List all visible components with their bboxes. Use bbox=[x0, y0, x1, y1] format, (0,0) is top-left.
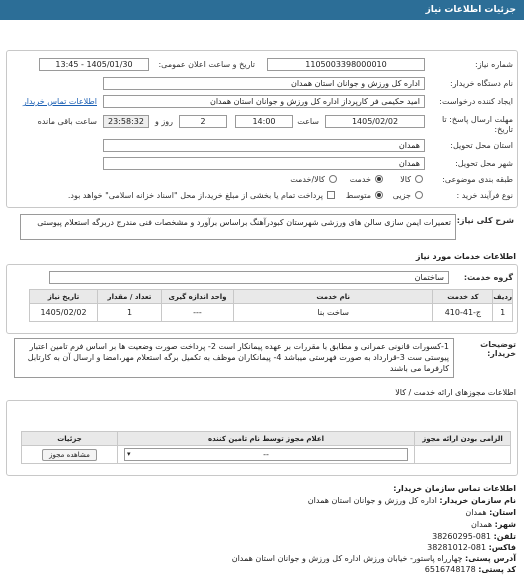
contact-section-title: اطلاعات تماس سازمان خریدار: bbox=[393, 484, 516, 493]
buyer-org-label: نام دستگاه خریدار: bbox=[450, 79, 513, 88]
table-row bbox=[22, 446, 511, 464]
col-code: کد خدمت bbox=[433, 290, 493, 304]
buyer-org-field[interactable]: اداره کل ورزش و جوانان استان همدان bbox=[103, 77, 425, 90]
col-permit: اعلام مجوز توسط نام تامین کننده bbox=[118, 432, 415, 446]
permits-panel bbox=[6, 400, 518, 476]
col-row: ردیف bbox=[493, 290, 513, 304]
permits-table bbox=[21, 431, 511, 464]
category-service-radio[interactable] bbox=[375, 175, 383, 183]
permits-section-title: اطلاعات مجوزهای ارائه خدمت / کالا bbox=[395, 388, 516, 397]
contact-address-line: آدرس پستی: چهارراه پاستور- خیابان ورزش اداره کل ورزش و جوانان استان همدان bbox=[231, 554, 516, 563]
col-name: نام خدمت bbox=[234, 290, 433, 304]
cell-qty: 1 bbox=[98, 304, 162, 322]
process-label: نوع فرآیند خرید : bbox=[456, 191, 513, 200]
service-group-label: گروه خدمت: bbox=[463, 273, 513, 282]
category-goods-service-radio[interactable] bbox=[329, 175, 337, 183]
cell-name: ساخت بنا bbox=[234, 304, 433, 322]
treasury-note: پرداخت تمام یا بخشی از مبلغ خرید،از محل "اسناد خزانه اسلامی" خواهد بود. bbox=[67, 191, 323, 200]
deadline-label: مهلت ارسال پاسخ: تا bbox=[441, 115, 513, 124]
permits-header-row bbox=[22, 432, 511, 446]
province-label: استان محل تحویل: bbox=[450, 141, 513, 150]
process-minor-radio[interactable] bbox=[415, 191, 423, 199]
need-number-field[interactable]: 1105003398000010 bbox=[267, 58, 425, 71]
deadline-date-field[interactable]: 1405/02/02 bbox=[325, 115, 425, 128]
summary-panel bbox=[6, 212, 518, 240]
category-label: طبقه بندی موضوعی: bbox=[442, 175, 513, 184]
buyer-contact-link[interactable]: اطلاعات تماس خریدار bbox=[22, 97, 97, 106]
remaining-time-field: 23:58:32 bbox=[103, 115, 149, 128]
days-field[interactable]: 2 bbox=[179, 115, 227, 128]
summary-label: شرح کلی نیاز: bbox=[456, 216, 514, 225]
city-field[interactable]: همدان bbox=[103, 157, 425, 170]
category-goods-label: کالا bbox=[400, 175, 411, 184]
buyer-notes-label: توضیحات خریدار: bbox=[480, 340, 516, 358]
deadline-time-field[interactable]: 14:00 bbox=[235, 115, 293, 128]
contact-phone-line: تلفن: 081-38260295 bbox=[432, 532, 516, 541]
summary-text: تعمیرات ایمن سازی سالن های ورزشی شهرستان کبودرآهنگ براساس برآورد و مشخصات فنی مندرج دربرگه استعلام پیوستی bbox=[20, 214, 456, 240]
deadline-date-label: تاریخ: bbox=[494, 125, 513, 134]
process-minor-label: جزیی bbox=[392, 191, 411, 200]
remaining-label: ساعت باقی مانده bbox=[37, 117, 97, 126]
cell-unit: --- bbox=[162, 304, 234, 322]
days-label: روز و bbox=[155, 117, 173, 126]
cell-permit bbox=[118, 446, 415, 464]
contact-org-line: نام سازمان خریدار: اداره کل ورزش و جوانان استان همدان bbox=[307, 496, 516, 505]
deadline-time-label: ساعت bbox=[297, 117, 319, 126]
category-goods-service-label: کالا/خدمت bbox=[290, 175, 325, 184]
col-unit: واحد اندازه گیری bbox=[162, 290, 234, 304]
service-group-field[interactable]: ساختمان bbox=[49, 271, 449, 284]
services-section-title: اطلاعات خدمات مورد نیاز bbox=[415, 252, 516, 261]
buyer-notes-text: 1-کسورات قانونی عمرانی و مطابق با مقررات بر عهده پیمانکار است 2- پرداخت صورت وضعیت ها بر اساس فرم تامین اعتبار پیوستی ست 3-قرارداد به صورت فهرستی میباشد 4- پیمانکاران موظف به تکمیل برگه استعلام مهر،امضا و ارسال آن به کارتابل کارفرما می باشند bbox=[14, 338, 454, 378]
need-number-label: شماره نیاز: bbox=[475, 60, 513, 69]
treasury-checkbox[interactable] bbox=[327, 191, 335, 199]
services-table bbox=[29, 289, 513, 322]
page-title: جزئیات اطلاعات نیاز bbox=[425, 5, 516, 15]
province-field[interactable]: همدان bbox=[103, 139, 425, 152]
contact-postal-line: کد پستی: 6516748178 bbox=[424, 565, 516, 574]
contact-province-line: استان: همدان bbox=[465, 508, 516, 517]
creator-field[interactable]: امید حکیمی فر کارپرداز اداره کل ورزش و جوانان استان همدان bbox=[103, 95, 425, 108]
services-header-row bbox=[30, 290, 513, 304]
permits-table-wrap bbox=[21, 431, 511, 464]
announce-date-label: تاریخ و ساعت اعلان عمومی: bbox=[158, 60, 255, 69]
services-table-wrap bbox=[29, 289, 513, 322]
permit-select-value: -- bbox=[263, 450, 269, 459]
view-permit-button[interactable]: مشاهده مجوز bbox=[42, 449, 97, 461]
creator-label: ایجاد کننده درخواست: bbox=[439, 97, 513, 106]
need-info-panel bbox=[6, 50, 518, 208]
category-goods-radio[interactable] bbox=[415, 175, 423, 183]
category-service-label: خدمت bbox=[349, 175, 371, 184]
col-details: جزئیات bbox=[22, 432, 118, 446]
page-header bbox=[0, 0, 524, 20]
services-panel bbox=[6, 264, 518, 334]
col-required: الزامی بودن ارائه مجوز bbox=[415, 432, 511, 446]
col-date: تاریخ نیاز bbox=[30, 290, 98, 304]
cell-required bbox=[415, 446, 511, 464]
city-label: شهر محل تحویل: bbox=[455, 159, 513, 168]
process-medium-label: متوسط bbox=[345, 191, 371, 200]
contact-fax-line: فاکس: 081-38281012 bbox=[427, 543, 516, 552]
cell-details bbox=[22, 446, 118, 464]
table-row[interactable] bbox=[30, 304, 513, 322]
process-medium-radio[interactable] bbox=[375, 191, 383, 199]
chevron-down-icon: ▾ bbox=[127, 450, 131, 458]
cell-date: 1405/02/02 bbox=[30, 304, 98, 322]
cell-code: ج-41-410 bbox=[433, 304, 493, 322]
cell-row: 1 bbox=[493, 304, 513, 322]
contact-city-line: شهر: همدان bbox=[470, 520, 516, 529]
announce-date-field[interactable]: 1405/01/30 - 13:45 bbox=[39, 58, 149, 71]
permit-select[interactable] bbox=[124, 448, 408, 461]
col-qty: تعداد / مقدار bbox=[98, 290, 162, 304]
